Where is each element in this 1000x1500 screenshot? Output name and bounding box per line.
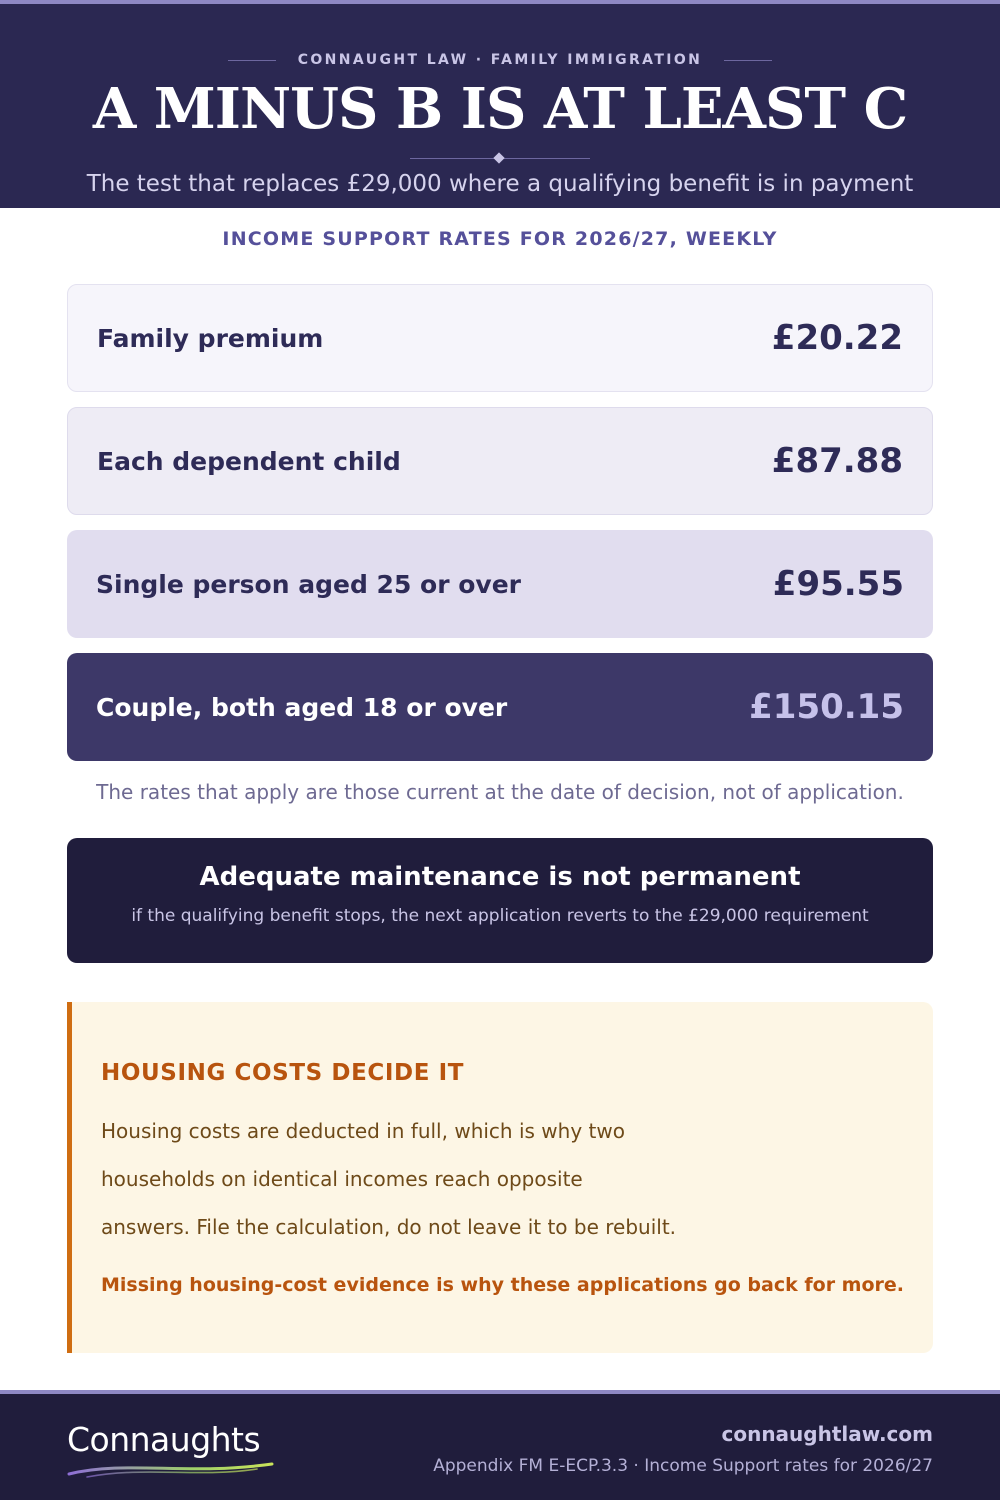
kicker-rule-right xyxy=(724,60,772,61)
rate-value: £87.88 xyxy=(771,441,903,481)
rate-value: £150.15 xyxy=(749,687,904,727)
rate-row-dependent-child xyxy=(67,407,933,515)
housing-costs-panel xyxy=(67,1002,933,1353)
callout-title: Adequate maintenance is not permanent xyxy=(199,862,801,892)
website-link[interactable]: connaughtlaw.com xyxy=(721,1422,933,1446)
rate-label: Family premium xyxy=(97,323,324,353)
header-banner xyxy=(0,0,1000,208)
callout-subtitle: if the qualifying benefit stops, the next application reverts to the £29,000 requirement xyxy=(131,906,869,926)
diamond-divider xyxy=(410,154,590,164)
rate-value: £95.55 xyxy=(772,564,904,604)
rate-label: Each dependent child xyxy=(97,446,401,476)
rate-label: Couple, both aged 18 or over xyxy=(96,692,508,722)
kicker-text: CONNAUGHT LAW · FAMILY IMMIGRATION xyxy=(297,52,703,68)
housing-text-line: households on identical incomes reach opposite xyxy=(101,1167,583,1191)
rate-row-couple xyxy=(67,653,933,761)
housing-text-line: answers. File the calculation, do not leave it to be rebuilt. xyxy=(101,1215,677,1239)
rates-note: The rates that apply are those current at the date of decision, not of application. xyxy=(96,780,904,804)
footer-reference: Appendix FM E-ECP.3.3 · Income Support rates for 2026/27 xyxy=(433,1456,933,1476)
footer xyxy=(0,1390,1000,1500)
logo-swoosh-icon xyxy=(67,1458,277,1480)
maintenance-callout xyxy=(67,838,933,963)
rate-row-family-premium xyxy=(67,284,933,392)
rates-section-title: INCOME SUPPORT RATES FOR 2026/27, WEEKLY xyxy=(222,228,778,250)
housing-title: HOUSING COSTS DECIDE IT xyxy=(101,1060,465,1086)
diamond-icon xyxy=(493,152,504,163)
housing-text-line: Housing costs are deducted in full, which is why two xyxy=(101,1119,625,1143)
page-subtitle: The test that replaces £29,000 where a qualifying benefit is in payment xyxy=(86,171,914,197)
connaughts-logo xyxy=(67,1416,277,1476)
rate-row-single-person xyxy=(67,530,933,638)
kicker-row xyxy=(0,50,1000,70)
page-title: A MINUS B IS AT LEAST C xyxy=(92,76,908,142)
rate-label: Single person aged 25 or over xyxy=(96,569,522,599)
rate-value: £20.22 xyxy=(771,318,903,358)
kicker-rule-left xyxy=(228,60,276,61)
housing-warning: Missing housing-cost evidence is why these applications go back for more. xyxy=(101,1274,905,1296)
logo-wordmark: Connaughts xyxy=(67,1420,261,1459)
